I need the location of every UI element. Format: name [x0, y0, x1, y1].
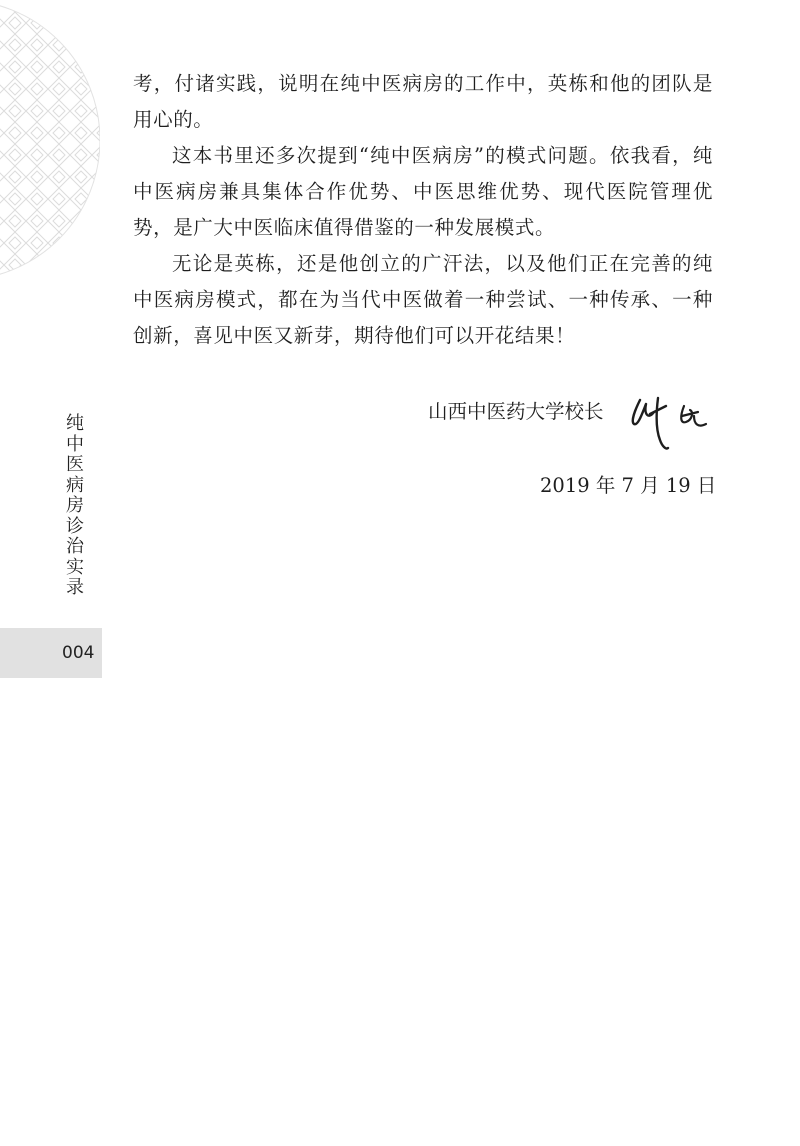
- paragraph: 这本书里还多次提到“纯中医病房”的模式问题。依我看，纯中医病房兼具集体合作优势、中医思维优势、现代医院管理优势，是广大中医临床值得借鉴的一种发展模式。: [133, 144, 713, 239]
- signature-date: 2019 年 7 月 19 日: [540, 474, 717, 497]
- signer-title: 山西中医药大学校长: [428, 400, 604, 423]
- paragraph: 无论是英栋，还是他创立的广汗法，以及他们正在完善的纯中医病房模式，都在为当代中医做着一种尝试、一种传承、一种创新，喜见中医又新芽，期待他们可以开花结果！: [133, 252, 713, 347]
- running-title: 纯中医病房诊治实录: [66, 413, 84, 598]
- page-number: 004: [62, 643, 95, 663]
- paragraph: 考，付诸实践，说明在纯中医病房的工作中，英栋和他的团队是用心的。: [133, 72, 713, 131]
- handwritten-signature-icon: [628, 384, 718, 454]
- body-text: [133, 66, 713, 354]
- lattice-ornament-icon: [0, 0, 100, 290]
- signature-block: [420, 384, 720, 454]
